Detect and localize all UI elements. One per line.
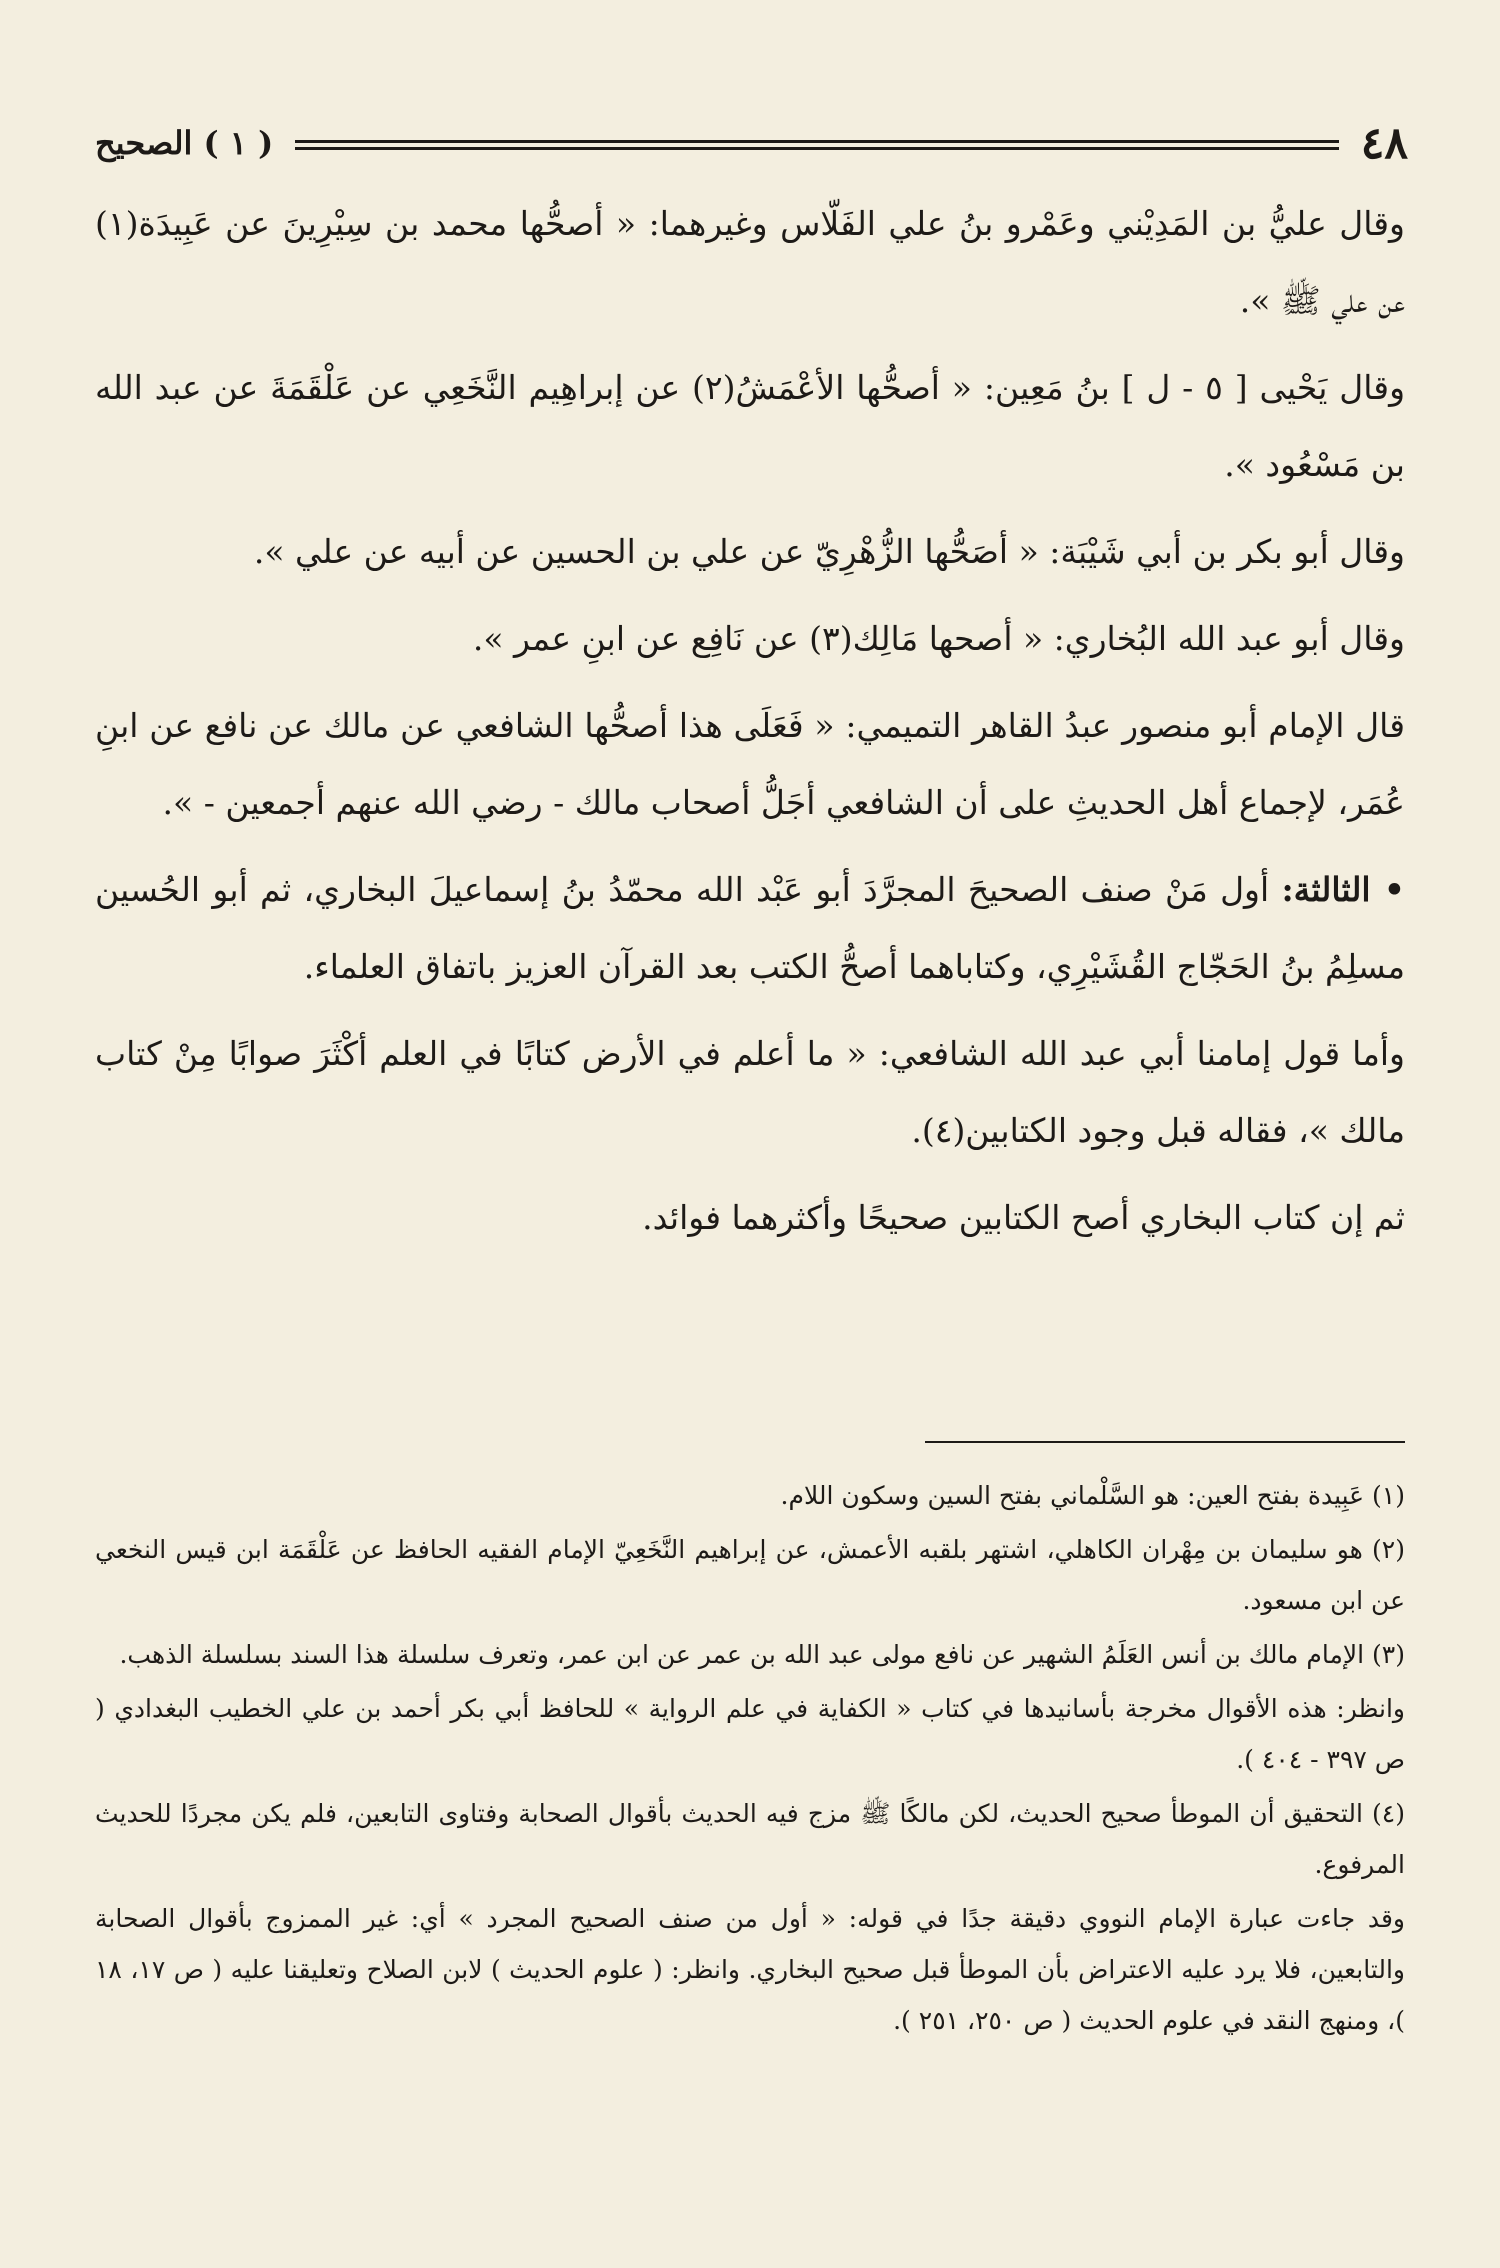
third-point-text: أول مَنْ صنف الصحيحَ المجرَّدَ أبو عَبْد الله محمّدُ بنُ إسماعيلَ البخاري، ثم أبو الحُسين مسلِمُ بنُ الحَجّاج القُشَيْرِي، وكتاباهما أصحُّ الكتب بعد القرآن العزيز باتفاق العلماء. xyxy=(95,870,1405,986)
footnote: وانظر: هذه الأقوال مخرجة بأسانيدها في كتاب « الكفاية في علم الرواية » للحافظ أبي بكر أحمد بن علي الخطيب البغدادي ( ص ٣٩٧ - ٤٠٤ ). xyxy=(95,1694,1405,1774)
paragraph: وقال أبو بكر بن أبي شَيْبَة: « أصَحُّها الزُّهْرِيّ عن علي بن الحسين عن أبيه عن علي ». xyxy=(253,532,1405,571)
third-point-paragraph xyxy=(95,851,1405,1005)
footnote-separator xyxy=(925,1441,1405,1443)
third-point-label: • الثالثة: xyxy=(1281,870,1405,909)
paragraph: ثم إن كتاب البخاري أصح الكتابين صحيحًا وأكثرهما فوائد. xyxy=(642,1198,1405,1237)
running-title: ( ١ ) الصحيح xyxy=(95,124,274,162)
paragraph: وقال أبو عبد الله البُخاري: « أصحها مَالِك(٣) عن نَافِع عن ابنِ عمر ». xyxy=(472,619,1405,658)
footnote: (٢) هو سليمان بن مِهْران الكاهلي، اشتهر بلقبه الأعمش، عن إبراهيم النَّخَعِيّ الإمام الفقيه الحافظ عن عَلْقَمَة ابن قيس النخعي عن ابن مسعود. xyxy=(95,1535,1405,1615)
main-text xyxy=(95,185,1405,1266)
footnote: (٤) التحقيق أن الموطأ صحيح الحديث، لكن مالكًا ﷺ مزج فيه الحديث بأقوال الصحابة وفتاوى التابعين، فلم يكن مجردًا للحديث المرفوع. xyxy=(95,1799,1405,1879)
footnote: (١) عَبِيدة بفتح العين: هو السَّلْماني بفتح السين وسكون اللام. xyxy=(780,1481,1405,1510)
paragraph: وقال عليُّ بن المَدِيْني وعَمْرو بنُ علي الفَلّاس وغيرهما: « أصحُّها محمد بن سِيْرِينَ عن عَبِيدَة(١) عن علي ﷺ ». xyxy=(95,204,1405,320)
paragraph: وقال يَحْيى [ ٥ - ل ] بنُ مَعِين: « أصحُّها الأعْمَشُ(٢) عن إبراهِيم النَّخَعِي عن عَلْقَمَةَ عن عبد الله بن مَسْعُود ». xyxy=(95,368,1406,484)
page-number: ٤٨ xyxy=(1360,117,1408,169)
header-double-rule xyxy=(295,140,1338,150)
paragraph: وأما قول إمامنا أبي عبد الله الشافعي: « ما أعلم في الأرض كتابًا في العلم أكْثَرَ صوابًا مِنْ كتاب مالك »، فقاله قبل وجود الكتابين(٤). xyxy=(95,1034,1405,1150)
footnotes xyxy=(95,1470,1405,2049)
footnote: (٣) الإمام مالك بن أنس العَلَمُ الشهير عن نافع مولى عبد الله بن عمر عن ابن عمر، وتعرف سلسلة هذا السند بسلسلة الذهب. xyxy=(119,1640,1405,1669)
footnote: وقد جاءت عبارة الإمام النووي دقيقة جدًا في قوله: « أول من صنف الصحيح المجرد » أي: غير الممزوج بأقوال الصحابة والتابعين، فلا يرد عليه الاعتراض بأن الموطأ قبل صحيح البخاري. وانظر: ( علوم الحديث ) لابن الصلاح وتعليقنا عليه ( ص ١٧، ١٨ )، ومنهج النقد في علوم الحديث ( ص ٢٥٠، ٢٥١ ). xyxy=(95,1904,1405,2035)
paragraph: قال الإمام أبو منصور عبدُ القاهر التميمي: « فَعَلَى هذا أصحُّها الشافعي عن مالك عن نافع عن ابنِ عُمَر، لإجماع أهل الحديثِ على أن الشافعي أجَلُّ أصحاب مالك - رضي الله عنهم أجمعين - ». xyxy=(95,706,1405,822)
page-header xyxy=(95,108,1408,178)
